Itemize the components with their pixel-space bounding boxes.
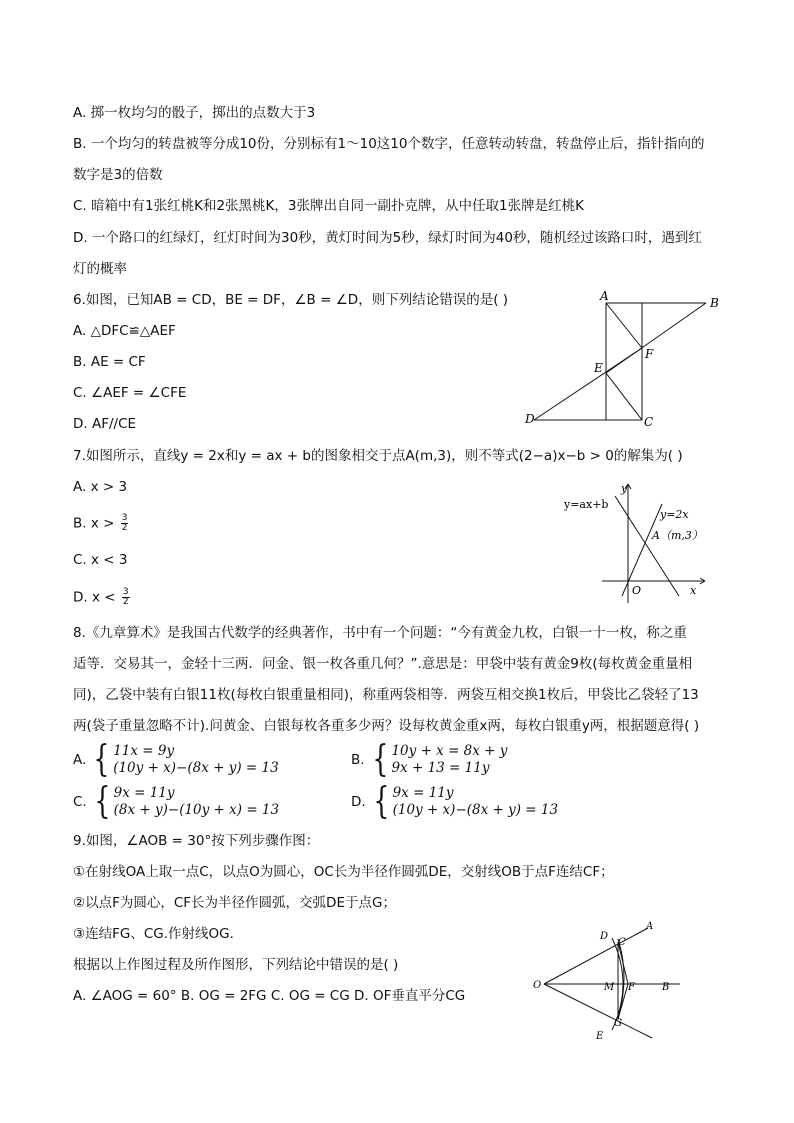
q9-label-b: B [662, 982, 670, 993]
q8-line2: 适等．交易其一，金轻十三两．问金、银一枚各重几何？”.意思是：甲袋中装有黄金9枚(每枚黄金重量相 [73, 656, 693, 672]
q7-label-x: x [690, 584, 697, 597]
q6-figure [520, 288, 730, 430]
q5-option-a: A. 掷一枚均匀的骰子，掷出的点数大于3 [73, 105, 316, 121]
q9-options: A. ∠AOG = 60° B. OG = 2FG C. OG = CG D. OF垂直平分CG [73, 988, 466, 1004]
q7-option-b-frac-num: 3 [121, 513, 128, 523]
q6-option-a: A. △DFC≌△AEF [73, 323, 176, 339]
q6-stem: 6.如图，已知AB = CD，BE = DF，∠B = ∠D，则下列结论错误的是( ) [73, 292, 509, 308]
q7-label-o: O [632, 584, 642, 597]
q6-label-d: D [525, 412, 535, 426]
q8-line3: 同)，乙袋中装有白银11枚(每枚白银重量相同)，称重两袋相等．两袋互相交换1枚后，甲袋比乙袋轻了13 [73, 687, 699, 703]
q5-option-c: C. 暗箱中有1张红桃K和2张黑桃K，3张牌出自同一副扑克牌，从中任取1张牌是红桃K [73, 198, 584, 214]
q6-option-b: B. AE = CF [73, 354, 146, 370]
q8-option-c-eq1: 9x = 11y [113, 785, 175, 801]
q9-figure [532, 920, 692, 1044]
q9-stem: 9.如图，∠AOB = 30°按下列步骤作图： [73, 833, 320, 849]
q5-option-d-line2: 灯的概率 [73, 261, 127, 277]
q8-option-a-label: A. [73, 752, 87, 768]
q8-option-c-eq2: (8x + y)−(10y + x) = 13 [113, 802, 280, 818]
q9-label-c: C [618, 937, 626, 948]
q9-question: 根据以上作图过程及所作图形，下列结论中错误的是( ) [73, 957, 399, 973]
q8-option-a-eq2: (10y + x)−(8x + y) = 13 [113, 760, 279, 776]
q7-option-d [73, 588, 130, 607]
q6-label-b: B [710, 296, 719, 310]
q7-option-b-label: B. x > [73, 515, 115, 532]
q7-option-b-fraction [121, 514, 129, 533]
q7-stem: 7.如图所示，直线y = 2x和y = ax + b的图象相交于点A(m,3)，则不等式(2−a)x−b > 0的解集为( ) [73, 448, 683, 464]
q7-label-line2: y=2x [660, 508, 689, 521]
q5-option-d-line1: D. 一个路口的红绿灯，红灯时间为30秒，黄灯时间为5秒，绿灯时间为40秒，随机经过该路口时，遇到红 [73, 230, 702, 246]
q8-option-b-eq2: 9x + 13 = 11y [391, 760, 490, 776]
q7-option-d-frac-den: 2 [122, 597, 129, 607]
q7-figure [560, 478, 710, 608]
q6-label-a: A [600, 289, 609, 303]
brace-icon: { [94, 781, 111, 822]
q9-label-d: D [600, 931, 609, 942]
q7-label-point: A（m,3） [652, 529, 703, 542]
q7-option-a: A. x > 3 [73, 479, 128, 495]
q9-label-a: A [646, 921, 654, 932]
q7-option-d-frac-num: 3 [122, 587, 129, 597]
q9-step3: ③连结FG、CG.作射线OG． [73, 926, 244, 942]
q9-step1: ①在射线OA上取一点C，以点O为圆心，OC长为半径作圆弧DE，交射线OB于点F连结CF； [73, 864, 614, 880]
q9-ray-og [544, 984, 652, 1038]
q8-option-d-eq1: 9x = 11y [392, 785, 454, 801]
q8-option-d-eq2: (10y + x)−(8x + y) = 13 [392, 802, 559, 818]
q6-option-d: D. AF//CE [73, 416, 137, 432]
q8-option-d-label: D. [351, 794, 366, 810]
brace-icon: { [93, 739, 110, 780]
brace-icon: { [373, 781, 390, 822]
q8-line1: 8.《九章算术》是我国古代数学的经典著作，书中有一个问题：“今有黄金九枚，白银一十一枚，称之重 [73, 625, 687, 641]
q5-option-b-line1: B. 一个均匀的转盘被等分成10份，分别标有1～10这10个数字，任意转动转盘，转盘停止后，指针指向的 [73, 136, 705, 152]
q9-label-e: E [596, 1031, 604, 1042]
q8-option-c-label: C. [73, 794, 87, 810]
q6-option-c: C. ∠AEF = ∠CFE [73, 385, 187, 401]
q8-option-c [73, 781, 280, 822]
q7-label-y: y [621, 482, 628, 495]
q9-label-f: F [628, 982, 635, 993]
q9-ray-oa [544, 928, 648, 984]
q7-option-c: C. x < 3 [73, 552, 128, 568]
q8-option-a-eq1: 11x = 9y [113, 743, 175, 759]
q7-label-line1: y=ax+b [564, 498, 609, 511]
q7-option-b-frac-den: 2 [121, 523, 128, 533]
q8-option-b [351, 739, 508, 780]
q5-option-b-line2: 数字是3的倍数 [73, 167, 163, 183]
q8-option-b-label: B. [351, 752, 365, 768]
q9-label-o: O [533, 980, 542, 991]
q6-segment-df [534, 348, 642, 420]
q8-option-d [351, 781, 559, 822]
q7-option-b [73, 514, 128, 533]
q7-option-d-fraction [122, 588, 130, 607]
q9-step2: ②以点F为圆心，CF长为半径作圆弧，交弧DE于点G； [73, 895, 396, 911]
q8-option-a [73, 739, 279, 780]
q6-label-f: F [645, 347, 654, 361]
q8-line4: 两(袋子重量忽略不计).问黄金、白银每枚各重多少两？设每枚黄金重x两，每枚白银重y两，根据题意得( ) [73, 718, 700, 734]
q8-option-b-eq1: 10y + x = 8x + y [391, 743, 508, 759]
q7-option-d-label: D. x < [73, 589, 116, 606]
q9-label-g: G [614, 1018, 622, 1029]
q6-label-e: E [594, 361, 603, 375]
q6-label-c: C [644, 415, 654, 429]
q6-segment-ec [606, 373, 642, 420]
brace-icon: { [371, 739, 389, 780]
q6-segment-af [606, 303, 642, 348]
q9-label-m: M [604, 982, 615, 993]
